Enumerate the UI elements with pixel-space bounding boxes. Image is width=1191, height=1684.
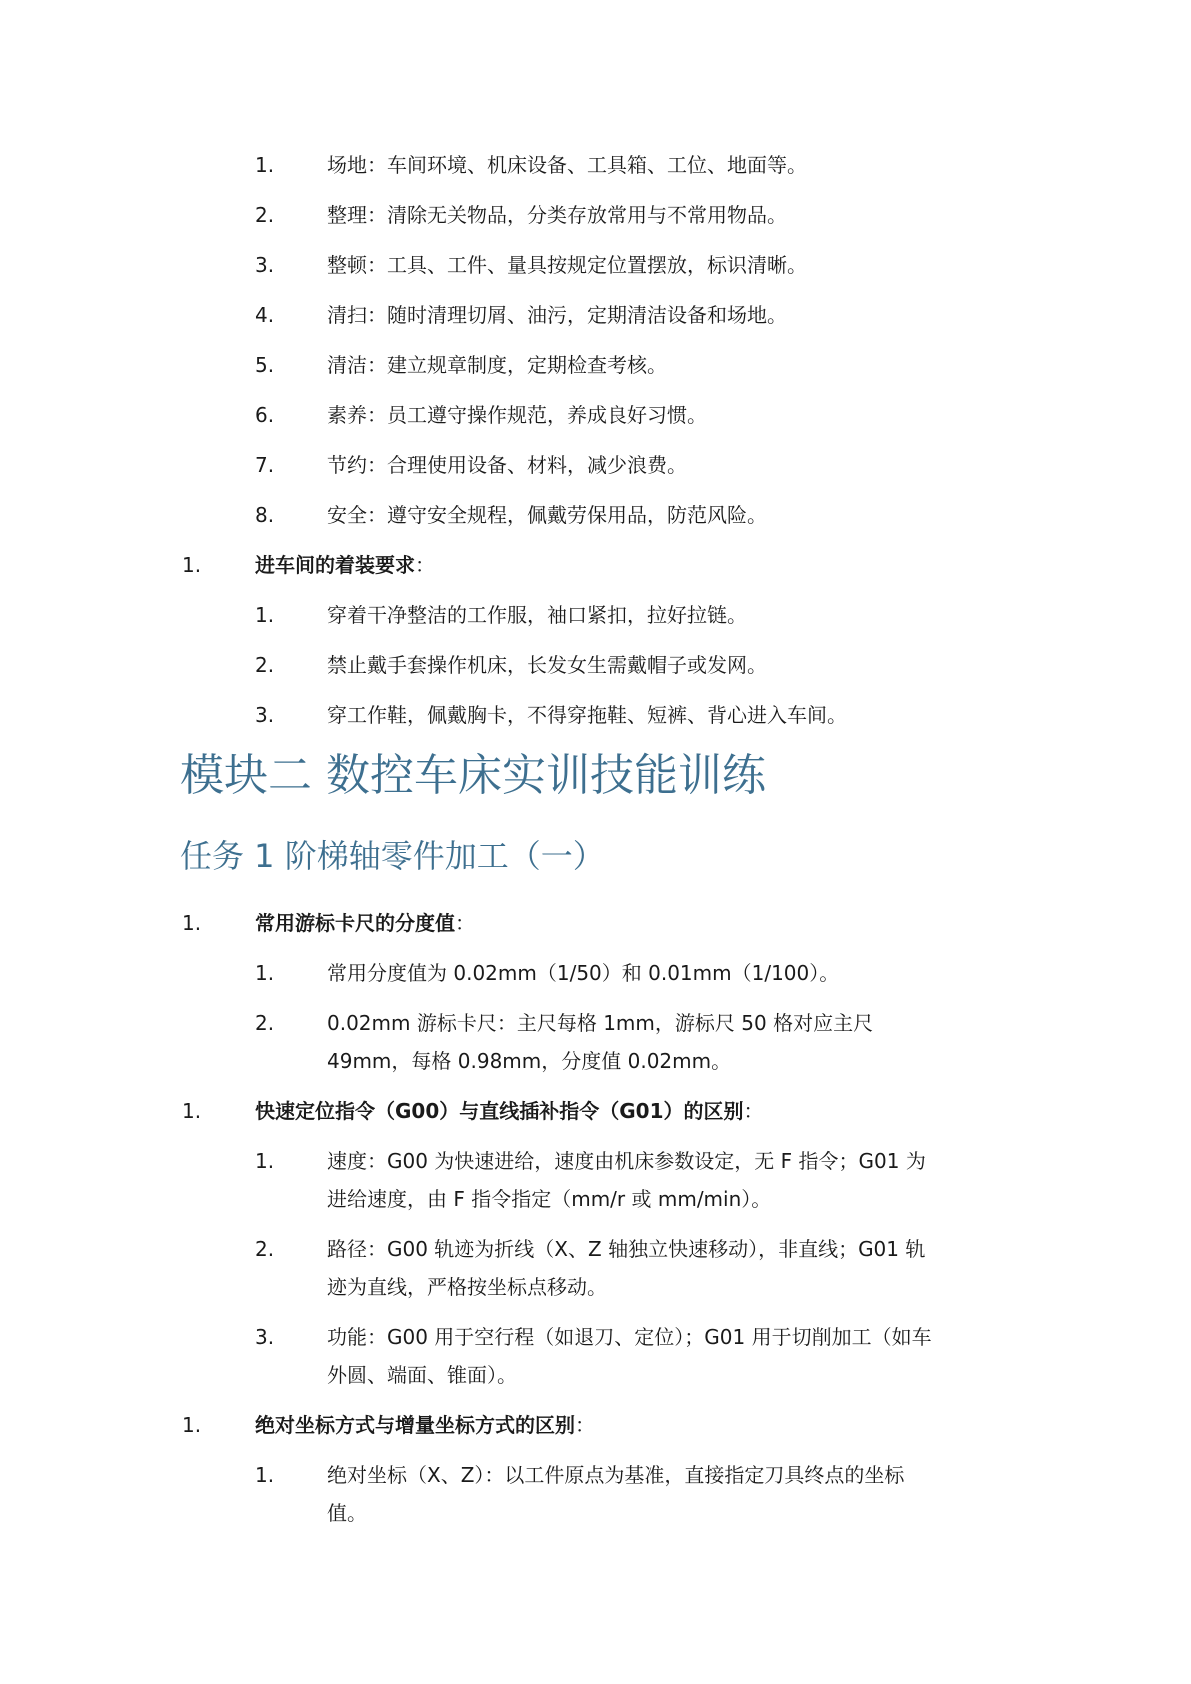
item-text: 安全：遵守安全规程，佩戴劳保用品，防范风险。: [327, 503, 767, 527]
item-text: 常用分度值为 0.02mm（1/50）和 0.01mm（1/100）。: [327, 961, 840, 985]
section-title: 绝对坐标方式与增量坐标方式的区别: [255, 1413, 575, 1437]
item-number: 1.: [255, 603, 275, 627]
item-text: 速度：G00 为快速进给，速度由机床参数设定，无 F 指令；G01 为: [327, 1149, 926, 1173]
item-text: 路径：G00 轨迹为折线（X、Z 轴独立快速移动），非直线；G01 轨: [327, 1237, 926, 1261]
item-number: 3.: [255, 1325, 275, 1349]
item-number: 7.: [255, 453, 275, 477]
item-number: 1.: [255, 1463, 275, 1487]
item-number: 8.: [255, 503, 275, 527]
section-colon: ：: [743, 1099, 764, 1123]
section-title: 常用游标卡尺的分度值: [255, 911, 455, 935]
section-number: 1.: [182, 1413, 202, 1437]
item-number: 1.: [255, 153, 275, 177]
item-text: 功能：G00 用于空行程（如退刀、定位）；G01 用于切削加工（如车: [327, 1325, 932, 1349]
item-number: 5.: [255, 353, 275, 377]
section-number: 1.: [182, 1099, 202, 1123]
item-number: 2.: [255, 203, 275, 227]
item-number: 2.: [255, 1237, 275, 1261]
item-text: 禁止戴手套操作机床，长发女生需戴帽子或发网。: [327, 653, 767, 677]
item-text: 穿工作鞋，佩戴胸卡，不得穿拖鞋、短裤、背心进入车间。: [327, 703, 847, 727]
task-title: 任务 1 阶梯轴零件加工（一）: [180, 837, 605, 875]
module-title: 模块二 数控车床实训技能训练: [180, 750, 766, 801]
section-title: 进车间的着装要求: [255, 553, 415, 577]
item-text-continued: 进给速度，由 F 指令指定（mm/r 或 mm/min）。: [327, 1187, 772, 1211]
item-number: 6.: [255, 403, 275, 427]
item-text-continued: 49mm，每格 0.98mm，分度值 0.02mm。: [327, 1049, 732, 1073]
item-number: 2.: [255, 1011, 275, 1035]
item-number: 3.: [255, 703, 275, 727]
section-colon: ：: [415, 553, 435, 577]
item-text-continued: 迹为直线，严格按坐标点移动。: [327, 1275, 607, 1299]
item-number: 1.: [255, 1149, 275, 1173]
item-text-continued: 值。: [327, 1501, 367, 1525]
item-text: 场地：车间环境、机床设备、工具箱、工位、地面等。: [327, 153, 807, 177]
item-number: 1.: [255, 961, 275, 985]
item-text: 清洁：建立规章制度，定期检查考核。: [327, 353, 667, 377]
section-colon: ：: [455, 911, 475, 935]
item-text-continued: 外圆、端面、锥面）。: [327, 1363, 517, 1387]
item-text: 绝对坐标（X、Z）：以工件原点为基准，直接指定刀具终点的坐标: [327, 1463, 905, 1487]
item-number: 3.: [255, 253, 275, 277]
item-text: 整顿：工具、工件、量具按规定位置摆放，标识清晰。: [327, 253, 807, 277]
item-number: 4.: [255, 303, 275, 327]
item-text: 节约：合理使用设备、材料，减少浪费。: [327, 453, 687, 477]
item-text: 穿着干净整洁的工作服，袖口紧扣，拉好拉链。: [327, 603, 747, 627]
section-title: 快速定位指令（G00）与直线插补指令（G01）的区别: [255, 1099, 744, 1123]
item-number: 2.: [255, 653, 275, 677]
item-text: 0.02mm 游标卡尺：主尺每格 1mm，游标尺 50 格对应主尺: [327, 1011, 874, 1035]
section-number: 1.: [182, 911, 202, 935]
section-colon: ：: [575, 1413, 595, 1437]
section-number: 1.: [182, 553, 202, 577]
item-text: 素养：员工遵守操作规范，养成良好习惯。: [327, 403, 707, 427]
item-text: 清扫：随时清理切屑、油污，定期清洁设备和场地。: [327, 303, 787, 327]
item-text: 整理：清除无关物品，分类存放常用与不常用物品。: [327, 203, 787, 227]
